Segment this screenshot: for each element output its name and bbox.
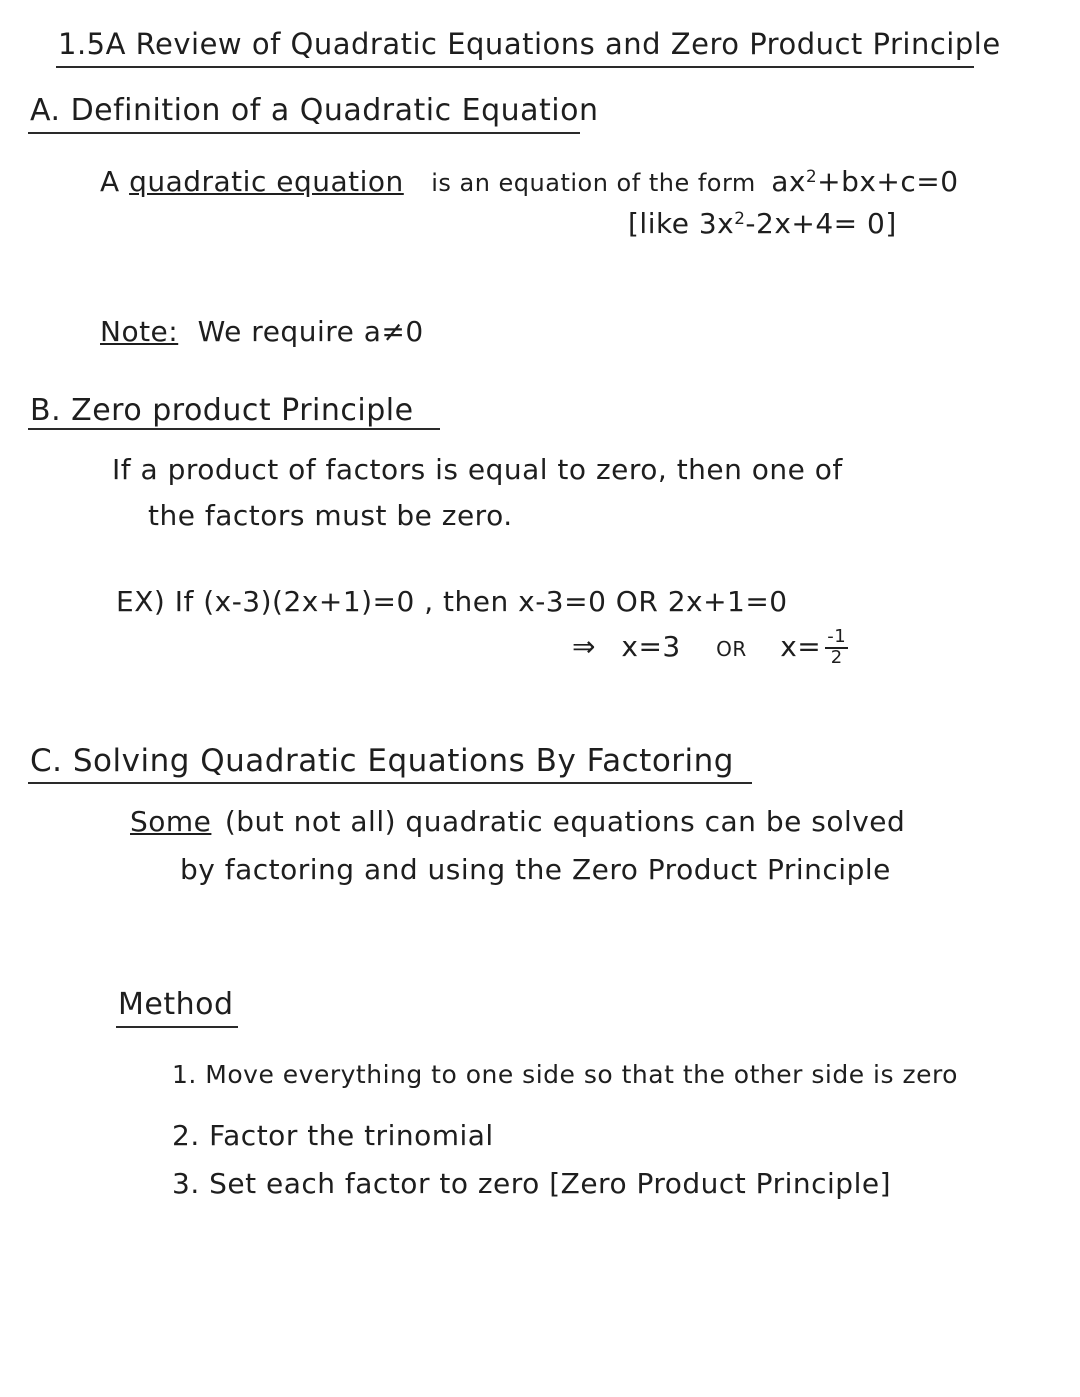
example-pre: [like 3x xyxy=(628,207,735,240)
solution-two-prefix: x= xyxy=(780,629,822,663)
section-a-underline xyxy=(28,132,580,134)
method-step-3: 3. Set each factor to zero [Zero Product Principle] xyxy=(172,1167,891,1200)
form-base: ax xyxy=(771,165,806,198)
page-title: 1.5A Review of Quadratic Equations and Zero Product Principle xyxy=(58,27,1001,61)
section-a-heading: A. Definition of a Quadratic Equation xyxy=(30,93,599,128)
fraction-numerator: -1 xyxy=(827,626,847,647)
example-equation: EX) If (x-3)(2x+1)=0 , then x-3=0 OR 2x+1=0 xyxy=(116,585,788,618)
definition-start: A xyxy=(100,165,120,198)
method-underline xyxy=(116,1026,238,1028)
factoring-line-1 xyxy=(130,805,906,838)
note-text: We require a≠0 xyxy=(197,315,424,348)
example-post: -2x+4= 0] xyxy=(745,207,897,240)
solution-or: OR xyxy=(716,636,747,661)
principle-line-1: If a product of factors is equal to zero, then one of xyxy=(112,453,843,486)
solution-one: x=3 xyxy=(621,629,681,663)
section-c-heading: C. Solving Quadratic Equations By Factoring xyxy=(30,743,734,779)
solution-two-fraction xyxy=(825,628,848,668)
section-b-underline xyxy=(28,428,440,430)
definition-form xyxy=(771,165,958,198)
definition-example xyxy=(628,207,897,240)
example-exponent: 2 xyxy=(734,207,746,228)
section-c-underline xyxy=(28,782,752,784)
form-rest: +bx+c=0 xyxy=(817,165,959,198)
some-word: Some xyxy=(130,805,212,838)
definition-line xyxy=(100,165,959,198)
method-step-1: 1. Move everything to one side so that the other side is zero xyxy=(172,1060,958,1089)
factoring-line-1-rest: (but not all) quadratic equations can be solved xyxy=(224,805,906,838)
section-b-heading: B. Zero product Principle xyxy=(30,393,414,428)
note-label: Note: xyxy=(100,315,179,348)
principle-line-2: the factors must be zero. xyxy=(148,499,513,532)
definition-mid: is an equation of the form xyxy=(431,169,756,197)
note-line xyxy=(100,315,424,348)
solution-two xyxy=(780,626,848,668)
definition-term: quadratic equation xyxy=(129,165,404,198)
method-step-2: 2. Factor the trinomial xyxy=(172,1119,494,1152)
example-solutions xyxy=(572,628,848,668)
method-heading: Method xyxy=(118,987,234,1022)
factoring-line-2: by factoring and using the Zero Product Principle xyxy=(180,853,891,886)
implies-arrow: ⇒ xyxy=(572,629,596,663)
title-underline xyxy=(56,66,974,68)
fraction-denominator: 2 xyxy=(830,646,843,668)
form-exponent: 2 xyxy=(805,165,818,186)
